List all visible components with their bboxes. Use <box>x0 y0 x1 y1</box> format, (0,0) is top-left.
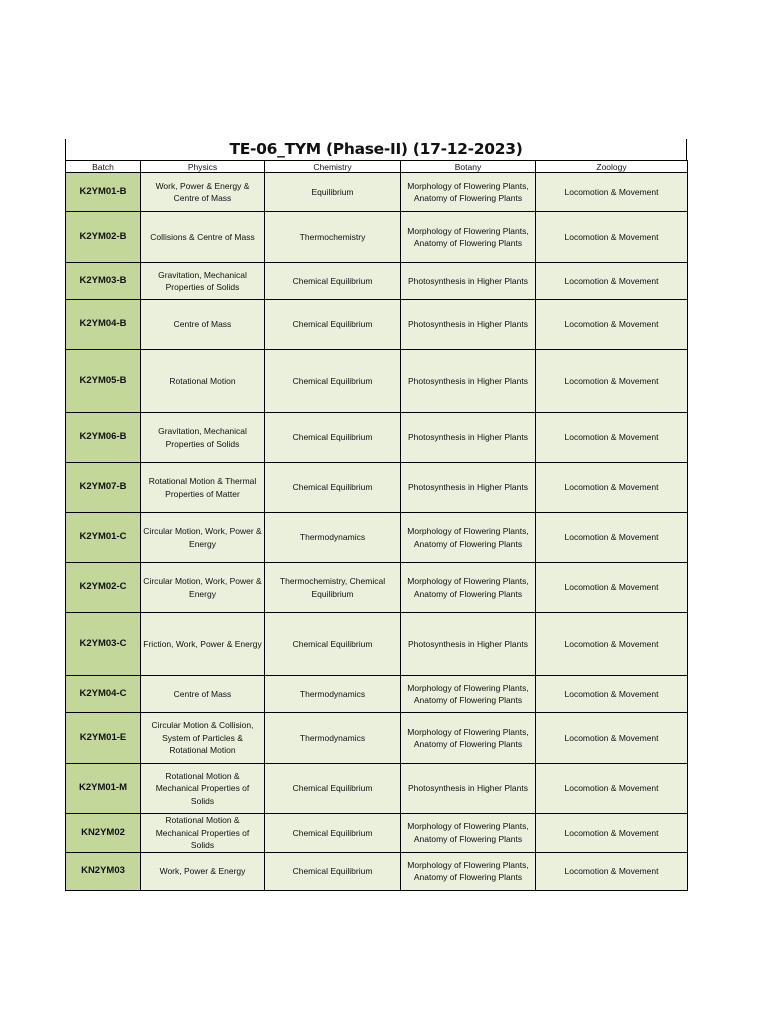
batch-cell: K2YM02-C <box>66 563 141 613</box>
table-row <box>66 713 688 764</box>
table-row <box>66 173 688 212</box>
botany-cell: Morphology of Flowering Plants, Anatomy of Flowering Plants <box>401 212 536 263</box>
physics-cell: Centre of Mass <box>141 676 265 713</box>
chemistry-cell: Chemical Equilibrium <box>265 852 401 890</box>
botany-cell: Photosynthesis in Higher Plants <box>401 463 536 513</box>
chemistry-cell: Thermodynamics <box>265 676 401 713</box>
header-physics: Physics <box>141 161 265 173</box>
botany-cell: Morphology of Flowering Plants, Anatomy of Flowering Plants <box>401 814 536 853</box>
table-row <box>66 212 688 263</box>
physics-cell: Work, Power & Energy <box>141 852 265 890</box>
batch-cell: K2YM04-C <box>66 676 141 713</box>
physics-cell: Gravitation, Mechanical Properties of Solids <box>141 263 265 300</box>
batch-cell: K2YM05-B <box>66 350 141 413</box>
batch-cell: K2YM03-B <box>66 263 141 300</box>
sheet-title: TE-06_TYM (Phase-II) (17-12-2023) <box>65 139 687 160</box>
zoology-cell: Locomotion & Movement <box>536 463 688 513</box>
physics-cell: Rotational Motion & Mechanical Properties of Solids <box>141 764 265 814</box>
zoology-cell: Locomotion & Movement <box>536 613 688 676</box>
chemistry-cell: Chemical Equilibrium <box>265 300 401 350</box>
physics-cell: Friction, Work, Power & Energy <box>141 613 265 676</box>
zoology-cell: Locomotion & Movement <box>536 676 688 713</box>
zoology-cell: Locomotion & Movement <box>536 300 688 350</box>
chemistry-cell: Chemical Equilibrium <box>265 764 401 814</box>
zoology-cell: Locomotion & Movement <box>536 713 688 764</box>
botany-cell: Morphology of Flowering Plants, Anatomy of Flowering Plants <box>401 513 536 563</box>
botany-cell: Photosynthesis in Higher Plants <box>401 263 536 300</box>
table-row <box>66 350 688 413</box>
table-row <box>66 814 688 853</box>
table-row <box>66 513 688 563</box>
zoology-cell: Locomotion & Movement <box>536 350 688 413</box>
physics-cell: Circular Motion, Work, Power & Energy <box>141 513 265 563</box>
header-botany: Botany <box>401 161 536 173</box>
physics-cell: Centre of Mass <box>141 300 265 350</box>
botany-cell: Morphology of Flowering Plants, Anatomy of Flowering Plants <box>401 173 536 212</box>
botany-cell: Photosynthesis in Higher Plants <box>401 613 536 676</box>
batch-cell: K2YM01-E <box>66 713 141 764</box>
table-row <box>66 300 688 350</box>
header-chemistry: Chemistry <box>265 161 401 173</box>
zoology-cell: Locomotion & Movement <box>536 814 688 853</box>
batch-cell: K2YM06-B <box>66 413 141 463</box>
chemistry-cell: Thermochemistry, Chemical Equilibrium <box>265 563 401 613</box>
physics-cell: Rotational Motion & Mechanical Properties of Solids <box>141 814 265 853</box>
chemistry-cell: Chemical Equilibrium <box>265 814 401 853</box>
batch-cell: KN2YM02 <box>66 814 141 853</box>
table-row <box>66 263 688 300</box>
botany-cell: Photosynthesis in Higher Plants <box>401 413 536 463</box>
botany-cell: Morphology of Flowering Plants, Anatomy of Flowering Plants <box>401 563 536 613</box>
physics-cell: Rotational Motion <box>141 350 265 413</box>
batch-cell: K2YM04-B <box>66 300 141 350</box>
botany-cell: Photosynthesis in Higher Plants <box>401 350 536 413</box>
zoology-cell: Locomotion & Movement <box>536 263 688 300</box>
chemistry-cell: Thermochemistry <box>265 212 401 263</box>
table-row <box>66 613 688 676</box>
table-row <box>66 413 688 463</box>
botany-cell: Morphology of Flowering Plants, Anatomy of Flowering Plants <box>401 713 536 764</box>
batch-cell: KN2YM03 <box>66 852 141 890</box>
physics-cell: Collisions & Centre of Mass <box>141 212 265 263</box>
physics-cell: Rotational Motion & Thermal Properties of Matter <box>141 463 265 513</box>
batch-cell: K2YM01-C <box>66 513 141 563</box>
chemistry-cell: Chemical Equilibrium <box>265 350 401 413</box>
schedule-table <box>65 160 688 891</box>
botany-cell: Photosynthesis in Higher Plants <box>401 300 536 350</box>
table-row <box>66 852 688 890</box>
chemistry-cell: Thermodynamics <box>265 513 401 563</box>
zoology-cell: Locomotion & Movement <box>536 764 688 814</box>
zoology-cell: Locomotion & Movement <box>536 852 688 890</box>
header-zoology: Zoology <box>536 161 688 173</box>
batch-cell: K2YM01-M <box>66 764 141 814</box>
chemistry-cell: Chemical Equilibrium <box>265 413 401 463</box>
header-batch: Batch <box>66 161 141 173</box>
table-row <box>66 676 688 713</box>
physics-cell: Gravitation, Mechanical Properties of Solids <box>141 413 265 463</box>
table-row <box>66 764 688 814</box>
batch-cell: K2YM02-B <box>66 212 141 263</box>
botany-cell: Morphology of Flowering Plants, Anatomy of Flowering Plants <box>401 852 536 890</box>
chemistry-cell: Chemical Equilibrium <box>265 263 401 300</box>
header-row <box>66 161 688 173</box>
batch-cell: K2YM07-B <box>66 463 141 513</box>
botany-cell: Photosynthesis in Higher Plants <box>401 764 536 814</box>
zoology-cell: Locomotion & Movement <box>536 513 688 563</box>
zoology-cell: Locomotion & Movement <box>536 173 688 212</box>
chemistry-cell: Chemical Equilibrium <box>265 463 401 513</box>
batch-cell: K2YM01-B <box>66 173 141 212</box>
physics-cell: Circular Motion, Work, Power & Energy <box>141 563 265 613</box>
botany-cell: Morphology of Flowering Plants, Anatomy of Flowering Plants <box>401 676 536 713</box>
schedule-sheet <box>65 139 687 891</box>
zoology-cell: Locomotion & Movement <box>536 212 688 263</box>
table-row <box>66 463 688 513</box>
chemistry-cell: Thermodynamics <box>265 713 401 764</box>
chemistry-cell: Chemical Equilibrium <box>265 613 401 676</box>
zoology-cell: Locomotion & Movement <box>536 563 688 613</box>
table-row <box>66 563 688 613</box>
physics-cell: Work, Power & Energy & Centre of Mass <box>141 173 265 212</box>
batch-cell: K2YM03-C <box>66 613 141 676</box>
zoology-cell: Locomotion & Movement <box>536 413 688 463</box>
chemistry-cell: Equilibrium <box>265 173 401 212</box>
physics-cell: Circular Motion & Collision, System of Particles & Rotational Motion <box>141 713 265 764</box>
